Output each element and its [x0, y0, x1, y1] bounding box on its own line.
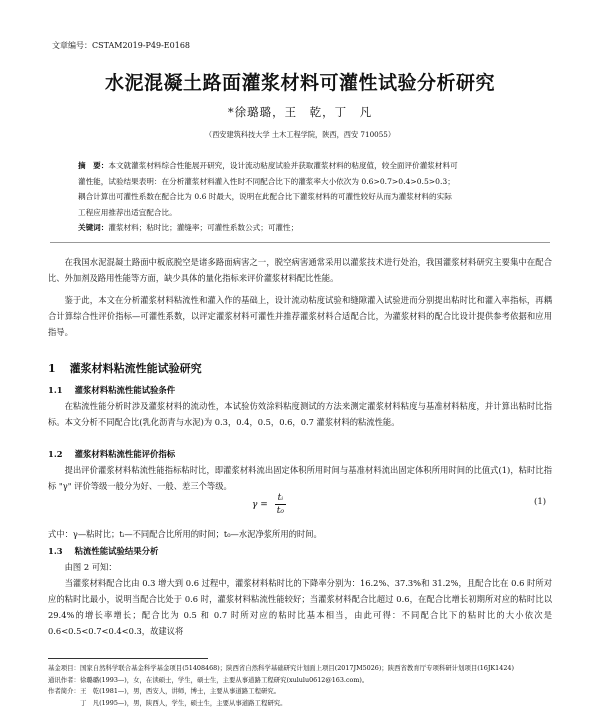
section-1-2-body [48, 462, 552, 494]
equation-1 [252, 492, 287, 517]
section-1-3-body [48, 559, 552, 639]
body-paragraph: 由图 2 可知： [64, 562, 117, 572]
intro-section [48, 254, 552, 340]
abstract-label: 摘 要： [78, 161, 109, 170]
keywords-label: 关键词： [78, 223, 109, 232]
subsection-heading-1-2: 1.2 灌浆材料粘流性能评价指标 [48, 449, 176, 459]
body-paragraph: 提出评价灌浆材料粘流性能指标粘时比，即灌浆材料流出固定体积所用时间与基准材料流出固定体积所用时间的比值式(1)，粘时比指标 "γ" 评价等级一般分为好、一般、差三个等级。 [48, 465, 552, 491]
subsection-heading-1-3: 1.3 粘流性能试验结果分析 [48, 546, 159, 556]
abstract-line: 耦合计算出可灌性系数在配合比为 0.6 时最大，说明在此配合比下灌浆材料的可灌性较好从而为灌浆材料的实际 [78, 192, 452, 201]
section-1-1-body [48, 398, 552, 430]
subsection-heading-1-1: 1.1 灌浆材料粘流性能试验条件 [48, 385, 176, 395]
keywords: 关键词：灌浆材料；粘时比；灌缝率；可灌性系数公式；可灌性； [78, 223, 299, 232]
equation-lhs: γ = [252, 499, 268, 510]
author-list: *徐璐璐，王 乾，丁 凡 [227, 105, 373, 119]
equation-denominator: t₀ [276, 506, 285, 516]
abstract-line: 工程应用推荐出适宜配合比。 [78, 207, 177, 217]
footnote-divider [48, 658, 208, 659]
footnote-corresponding: 通讯作者：徐璐璐(1993—)，女，在读硕士，学生，硕士生，主要从事道路工程研究(xululu0612@163.com)。 [48, 675, 369, 684]
equation-fraction [274, 492, 287, 517]
abstract-line: 灌性能，试验结果表明：在分析灌浆材料灌入性时不同配合比下的灌浆率大小依次为 0.6>0.7>0.4>0.5>0.3； [78, 176, 455, 186]
intro-paragraph: 在我国水泥混凝土路面中板底脱空是诸多路面病害之一，脱空病害通常采用以灌浆技术进行处治，我国灌浆材料研究主要集中在配合比、外加剂及路用性能等方面，缺少具体的量化指标来评价灌浆材料配比性能。 [48, 257, 552, 283]
abstract-block [78, 158, 546, 236]
footnote-funding: 基金项目：国家自然科学联合基金科学基金项目(51408468)；陕西省自然科学基础研究计划面上项目(2017JM5026)；陕西省教育厅专项科研计划项目(16JK1424) [48, 664, 514, 672]
paper-title: 水泥混凝土路面灌浆材料可灌性试验分析研究 [104, 72, 495, 94]
equation-description: 式中：γ—粘时比；tᵢ—不同配合比所用的时间；t₀—水泥净浆所用的时间。 [48, 529, 322, 539]
footnote-author-bio: 作者简介：王 乾(1981—)，男，西安人，讲师，博士，主要从事道路工程研究。 [48, 687, 281, 695]
footnote-author-bio: 丁 凡(1995—)，男，陕西人，学生，硕士生，主要从事道路工程研究。 [48, 698, 287, 707]
body-paragraph: 当灌浆材料配合比由 0.3 增大到 0.6 过程中，灌浆材料粘时比的下降率分别为：16.2%、37.3%和 31.2%，且配合比在 0.6 时所对应的粘时比最小，说明当配合比处于 0.6 时，灌浆材料粘流性能较好；当灌浆材料配合比超过 0.6，在配合比增长初期所对应的粘时比以 29.4%的增长率增长；配合比为 0.5 和 0.7 时所对应的粘时比基本相当，由此可得：不同配合比下的粘时比的大小依次是 0.6<0.5<0.7<0.4<0.3，故建议将 [48, 578, 552, 636]
intro-paragraph: 鉴于此，本文在分析灌浆材料粘流性和灌入作的基础上，设计流动粘度试验和缝隙灌入试验进而分别提出粘时比和灌入率指标，再耦合计算综合性评价指标—可灌性系数，以评定灌浆材料可灌性并推荐灌浆材料合适配合比，为灌浆材料的配合比设计提供参考依据和应用指导。 [48, 295, 552, 337]
section-heading-1: 1 灌浆材料粘流性能试验研究 [48, 362, 202, 375]
equation-number: (1) [534, 497, 547, 507]
article-number: 文章编号：CSTAM2019-P49-E0168 [52, 41, 190, 50]
affiliation: （西安建筑科技大学 土木工程学院，陕西，西安 710055） [204, 130, 396, 139]
divider [50, 242, 550, 243]
equation-numerator: tᵢ [275, 492, 286, 505]
body-paragraph: 在粘流性能分析时涉及灌浆材料的流动性，本试验仿效涂料粘度测试的方法来测定灌浆材料粘度与基准材料粘度，并计算出粘时比指标。本文分析不同配合比(乳化沥青与水泥)为 0.3，0.4，0.5，0.6，0.7 灌浆材料的粘流性能。 [48, 401, 552, 427]
footnotes [48, 663, 552, 709]
abstract-line: 摘 要：本文就灌浆材料综合性能展开研究，设计流动粘度试验并获取灌浆材料的粘度值，较全面评价灌浆材料可 [78, 161, 458, 170]
